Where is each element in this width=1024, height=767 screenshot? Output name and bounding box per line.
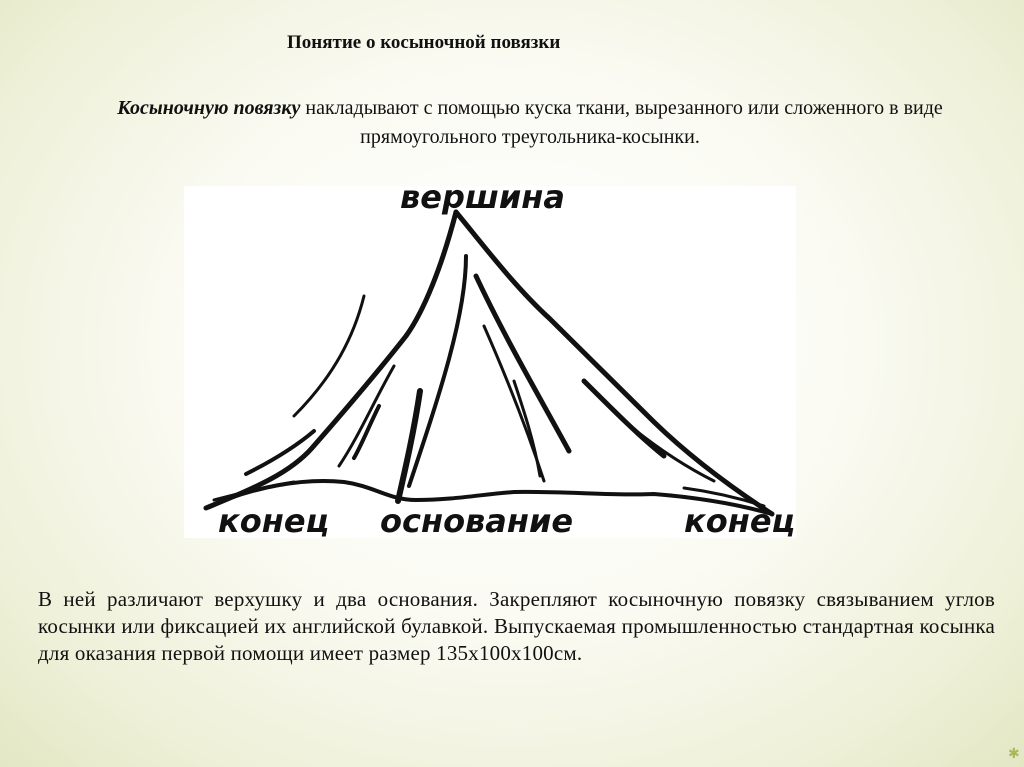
- label-base: основание: [380, 502, 574, 538]
- label-apex: вершина: [400, 186, 565, 216]
- bandage-right-edge: [456, 212, 772, 514]
- label-left-end: конец: [218, 502, 330, 538]
- fold-line: [409, 256, 466, 486]
- intro-term: Косыночную повязку: [117, 97, 301, 119]
- slide-title: Понятие о косыночной повязки: [287, 32, 561, 53]
- star-icon: ✱: [1008, 747, 1020, 762]
- intro-text: накладывают с помощью куска ткани, вырезанного или сложенного в виде прямоугольного треугольника-косынки.: [300, 97, 943, 148]
- label-right-end: конец: [684, 502, 796, 538]
- body-paragraph: В ней различают верхушку и два основания. Закрепляют косыночную повязку связыванием углов косынки или фиксацией их английской булавкой. Выпускаемая промышленностью стандартная косынка для оказания первой помощи имеет размер 135x100x100см.: [38, 587, 995, 665]
- fold-line: [246, 431, 314, 474]
- triangle-bandage-drawing: [184, 186, 796, 538]
- intro-paragraph: [60, 94, 1000, 152]
- fold-line: [476, 276, 569, 451]
- triangle-bandage-figure: [184, 186, 796, 538]
